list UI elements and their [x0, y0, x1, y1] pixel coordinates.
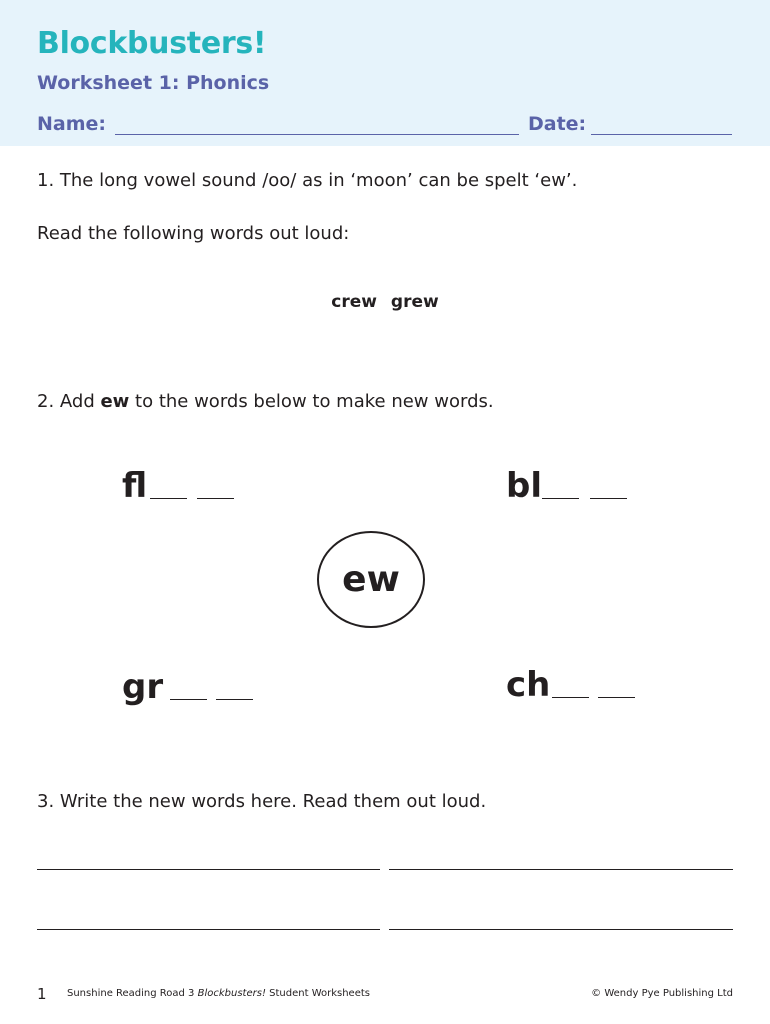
blank-field[interactable]: [598, 697, 635, 698]
footer-series-title: Blockbusters!: [197, 988, 266, 999]
example-word: grew: [390, 292, 439, 312]
blank-field[interactable]: [150, 498, 187, 499]
stem-ch: ch: [506, 665, 551, 705]
footer-series: [67, 988, 370, 999]
blank-field[interactable]: [542, 498, 579, 499]
blank-field[interactable]: [552, 697, 589, 698]
question-1-instruction: 1. The long vowel sound /oo/ as in ‘moon’ can be spelt ‘ew’.: [37, 170, 578, 191]
footer-series-suffix: Student Worksheets: [265, 988, 370, 999]
blank-field[interactable]: [197, 498, 234, 499]
example-words: [0, 292, 770, 312]
stem-fl: fl: [122, 466, 148, 506]
footer-copyright: © Wendy Pye Publishing Ltd: [591, 988, 733, 999]
date-field[interactable]: [591, 134, 732, 135]
blank-field[interactable]: [216, 699, 253, 700]
date-label: Date:: [528, 113, 587, 135]
blank-field[interactable]: [170, 699, 207, 700]
worksheet-header: [0, 0, 770, 146]
question-3-instruction: 3. Write the new words here. Read them out loud.: [37, 791, 487, 812]
stem-bl: bl: [506, 466, 542, 506]
q2-suffix: to the words below to make new words.: [129, 391, 494, 412]
name-label: Name:: [37, 113, 107, 135]
page-number: 1: [37, 985, 47, 1003]
answer-line[interactable]: [389, 929, 733, 930]
name-date-row: [37, 113, 734, 141]
blank-field[interactable]: [590, 498, 627, 499]
name-field[interactable]: [115, 134, 519, 135]
example-word: crew: [331, 292, 377, 312]
stem-gr: gr: [122, 667, 164, 707]
footer-series-prefix: Sunshine Reading Road 3: [67, 988, 198, 999]
answer-line[interactable]: [37, 929, 380, 930]
answer-line[interactable]: [389, 869, 733, 870]
ew-circle: ew: [317, 531, 425, 628]
q2-prefix: 2. Add: [37, 391, 101, 412]
answer-line[interactable]: [37, 869, 380, 870]
worksheet-subtitle: Worksheet 1: Phonics: [37, 72, 270, 94]
read-prompt: Read the following words out loud:: [37, 223, 350, 244]
worksheet-title: Blockbusters!: [37, 26, 267, 61]
question-2-instruction: [37, 391, 494, 412]
q2-bold-ew: ew: [100, 391, 130, 412]
